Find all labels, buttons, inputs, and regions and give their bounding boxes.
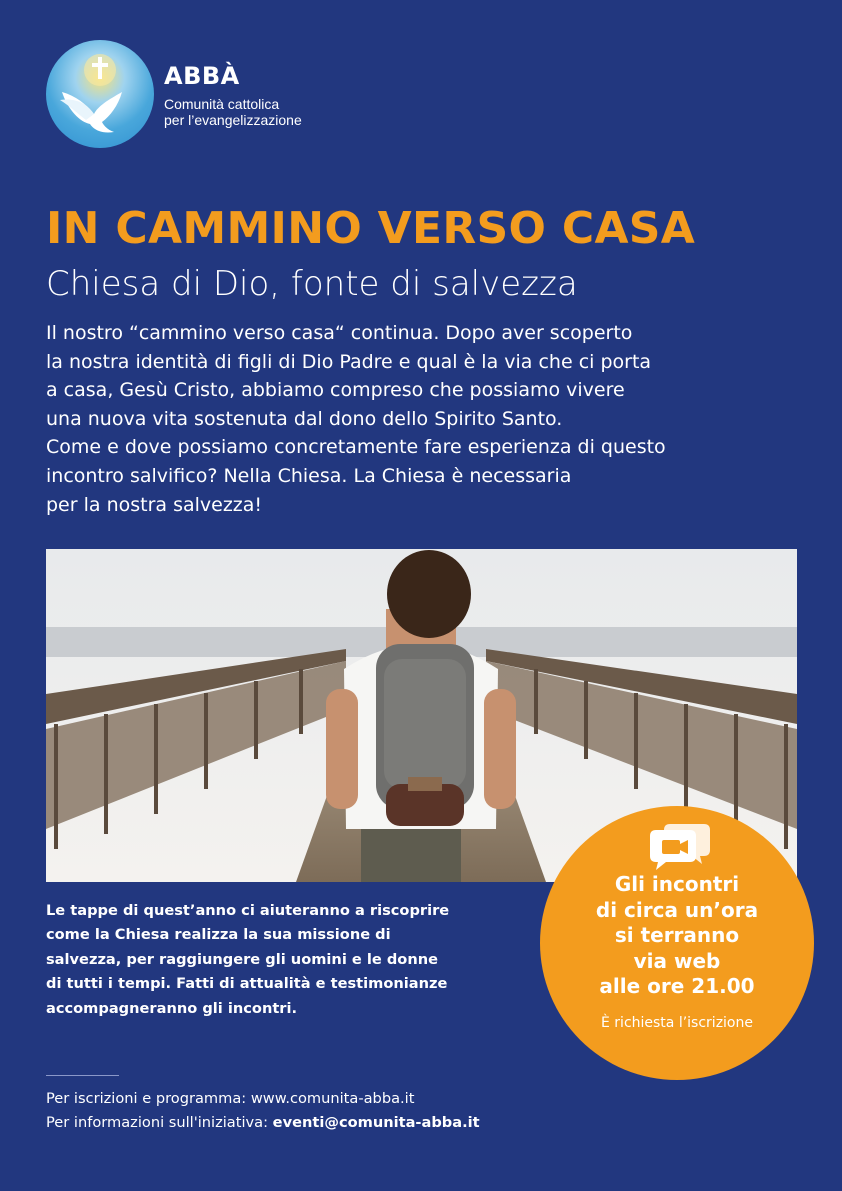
intro-paragraph xyxy=(46,319,786,519)
stages-line: salvezza, per raggiungere gli uomini e le donne xyxy=(46,950,439,968)
badge-line: si terranno xyxy=(614,923,740,947)
badge-line: di circa un’ora xyxy=(595,897,759,922)
signup-label: Per iscrizioni e programma: xyxy=(46,1090,251,1107)
brand-tagline xyxy=(164,96,302,128)
badge-line: via web xyxy=(633,948,721,973)
info-label: Per informazioni sull'iniziativa: xyxy=(46,1114,273,1131)
intro-line: Il nostro “cammino verso casa“ continua. Dopo aver scoperto xyxy=(46,322,633,344)
intro-line: Come e dove possiamo concretamente fare esperienza di questo xyxy=(46,436,666,459)
badge-line: alle ore 21.00 xyxy=(599,974,755,998)
divider xyxy=(46,1075,119,1076)
intro-line: a casa, Gesù Cristo, abbiamo compreso che possiamo vivere xyxy=(46,379,625,402)
intro-line: una nuova vita sostenuta dal dono dello Spirito Santo. xyxy=(46,407,563,430)
stages-line: di tutti i tempi. Fatti di attualità e testimonianze xyxy=(46,975,448,993)
brand-name: ABBÀ xyxy=(164,62,240,90)
stages-paragraph xyxy=(46,899,506,1021)
stages-line: accompagneranno gli incontri. xyxy=(46,999,298,1017)
brand-tagline-line: per l’evangelizzazione xyxy=(164,112,302,128)
subheadline: Chiesa di Dio, fonte di salvezza xyxy=(46,264,578,304)
stages-line: Le tappe di quest’anno ci aiuteranno a riscoprire xyxy=(46,902,450,919)
badge-text xyxy=(540,872,814,1000)
signup-line xyxy=(46,1087,480,1111)
signup-link[interactable]: www.comunita-abba.it xyxy=(250,1090,415,1107)
meeting-info-badge xyxy=(540,806,814,1080)
headline: IN CAMMINO VERSO CASA xyxy=(46,203,696,254)
dove-cross-icon xyxy=(46,40,154,148)
registration-note: È richiesta l’iscrizione xyxy=(601,1015,753,1031)
brand-tagline-line: Comunità cattolica xyxy=(164,96,280,112)
stages-line: come la Chiesa realizza la sua missione di xyxy=(46,926,391,944)
intro-line: incontro salvifico? Nella Chiesa. La Chiesa è necessaria xyxy=(46,464,572,487)
abba-logo xyxy=(46,40,154,148)
intro-line: per la nostra salvezza! xyxy=(46,493,263,516)
brand-block xyxy=(164,62,302,128)
badge-line: Gli incontri xyxy=(614,872,740,896)
footer xyxy=(46,1087,480,1135)
info-line xyxy=(46,1111,480,1135)
video-chat-icon xyxy=(648,820,712,872)
intro-line: la nostra identità di figli di Dio Padre e qual è la via che ci porta xyxy=(46,350,652,373)
info-email-link[interactable]: eventi@comunita-abba.it xyxy=(272,1114,480,1131)
